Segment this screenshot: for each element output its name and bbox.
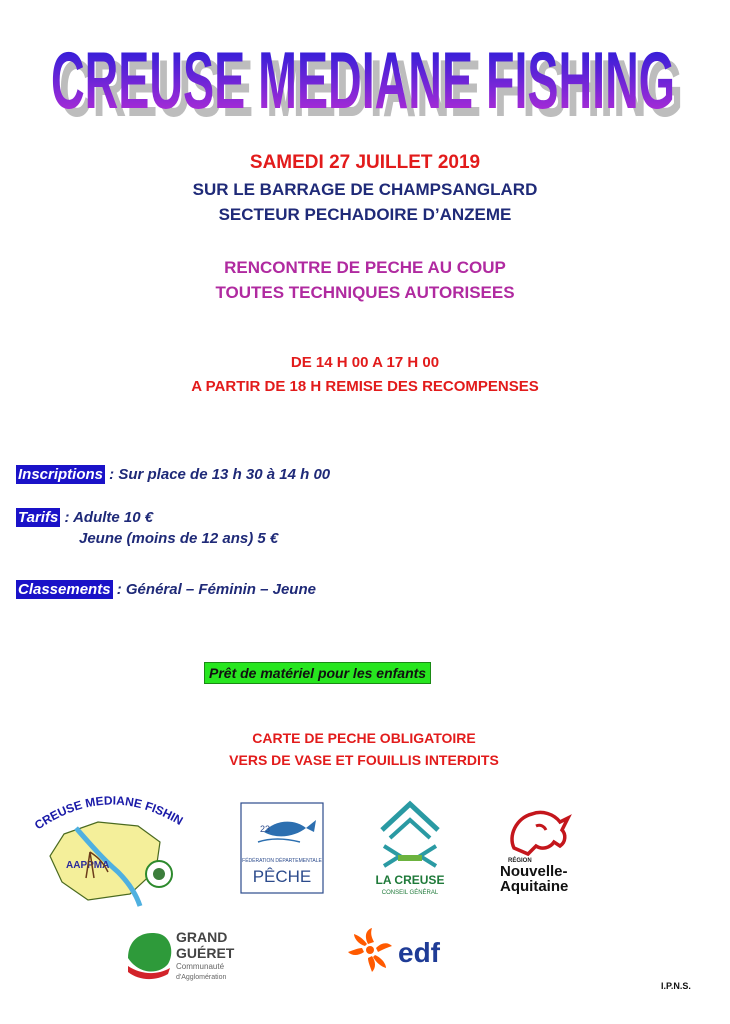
house-icon xyxy=(382,804,438,866)
peche-logo-number: 23 xyxy=(260,824,271,834)
warning-fishing-card: CARTE DE PECHE OBLIGATOIRE xyxy=(252,730,476,746)
peche-logo-caption: FÉDÉRATION DÉPARTEMENTALE xyxy=(242,858,322,864)
region-logo-line2: Aquitaine xyxy=(500,878,569,894)
inscriptions-row xyxy=(16,466,330,483)
title-text: CREUSE MEDIANE FISHING xyxy=(50,36,676,126)
inscriptions-text: : Sur place de 13 h 30 à 14 h 00 xyxy=(105,466,331,483)
leaf-icon xyxy=(128,933,171,979)
cmf-logo-arc-text: CREUSE MEDIANE FISHIN xyxy=(32,793,186,833)
ipns-notice: I.P.N.S. xyxy=(661,981,691,991)
tarifs-youth: Jeune (moins de 12 ans) 5 € xyxy=(79,530,279,547)
event-location-line2: SECTEUR PECHADOIRE D’ANZEME xyxy=(218,205,512,224)
cmf-logo-aappma: AAPPMA xyxy=(66,860,110,871)
event-time-line1: DE 14 H 00 A 17 H 00 xyxy=(290,354,440,371)
event-type-line2: TOUTES TECHNIQUES AUTORISEES xyxy=(215,283,515,302)
region-nouvelle-aquitaine-logo xyxy=(496,802,586,894)
flame-icon xyxy=(348,928,392,972)
event-date: SAMEDI 27 JUILLET 2019 xyxy=(249,152,481,173)
event-location-line1: SUR LE BARRAGE DE CHAMPSANGLARD xyxy=(192,180,538,199)
warning-bait-banned: VERS DE VASE ET FOUILLIS INTERDITS xyxy=(229,752,499,768)
title-shadow: CREUSE MEDIANE FISHING xyxy=(58,44,684,132)
event-type-line1: RENCONTRE DE PECHE AU COUP xyxy=(224,258,506,277)
edf-logo xyxy=(346,926,452,974)
peche-logo-word: PÊCHE xyxy=(252,867,312,886)
la-creuse-logo xyxy=(374,798,446,898)
federation-peche-logo xyxy=(240,802,324,894)
grand-gueret-line1: GRAND xyxy=(176,929,228,945)
lion-icon xyxy=(512,812,568,854)
la-creuse-logo-sub: CONSEIL GÉNÉRAL xyxy=(381,890,439,896)
equipment-loan-notice: Prêt de matériel pour les enfants xyxy=(204,662,431,684)
edf-logo-word: edf xyxy=(398,937,440,968)
tarifs-label: Tarifs xyxy=(18,509,59,526)
event-time-line2: A PARTIR DE 18 H REMISE DES RECOMPENSES xyxy=(191,378,539,395)
region-logo-line1: Nouvelle- xyxy=(500,863,568,880)
tarifs-row xyxy=(16,509,153,526)
creuse-mediane-fishing-logo xyxy=(28,782,192,910)
poster-title xyxy=(0,22,730,132)
grand-gueret-sub1: Communauté xyxy=(176,962,225,971)
grand-gueret-line2: GUÉRET xyxy=(176,945,235,961)
poster-title-graphic xyxy=(0,22,730,132)
tarifs-adult: : Adulte 10 € xyxy=(60,509,154,526)
classements-row xyxy=(16,581,316,598)
classements-text: : Général – Féminin – Jeune xyxy=(112,581,316,598)
region-logo-small: RÉGION xyxy=(508,858,532,864)
classements-label: Classements xyxy=(18,581,111,598)
grand-gueret-sub2: d'Agglomération xyxy=(176,974,227,981)
grand-gueret-logo xyxy=(124,928,240,984)
la-creuse-logo-name: LA CREUSE xyxy=(375,873,445,887)
inscriptions-label: Inscriptions xyxy=(18,466,104,483)
